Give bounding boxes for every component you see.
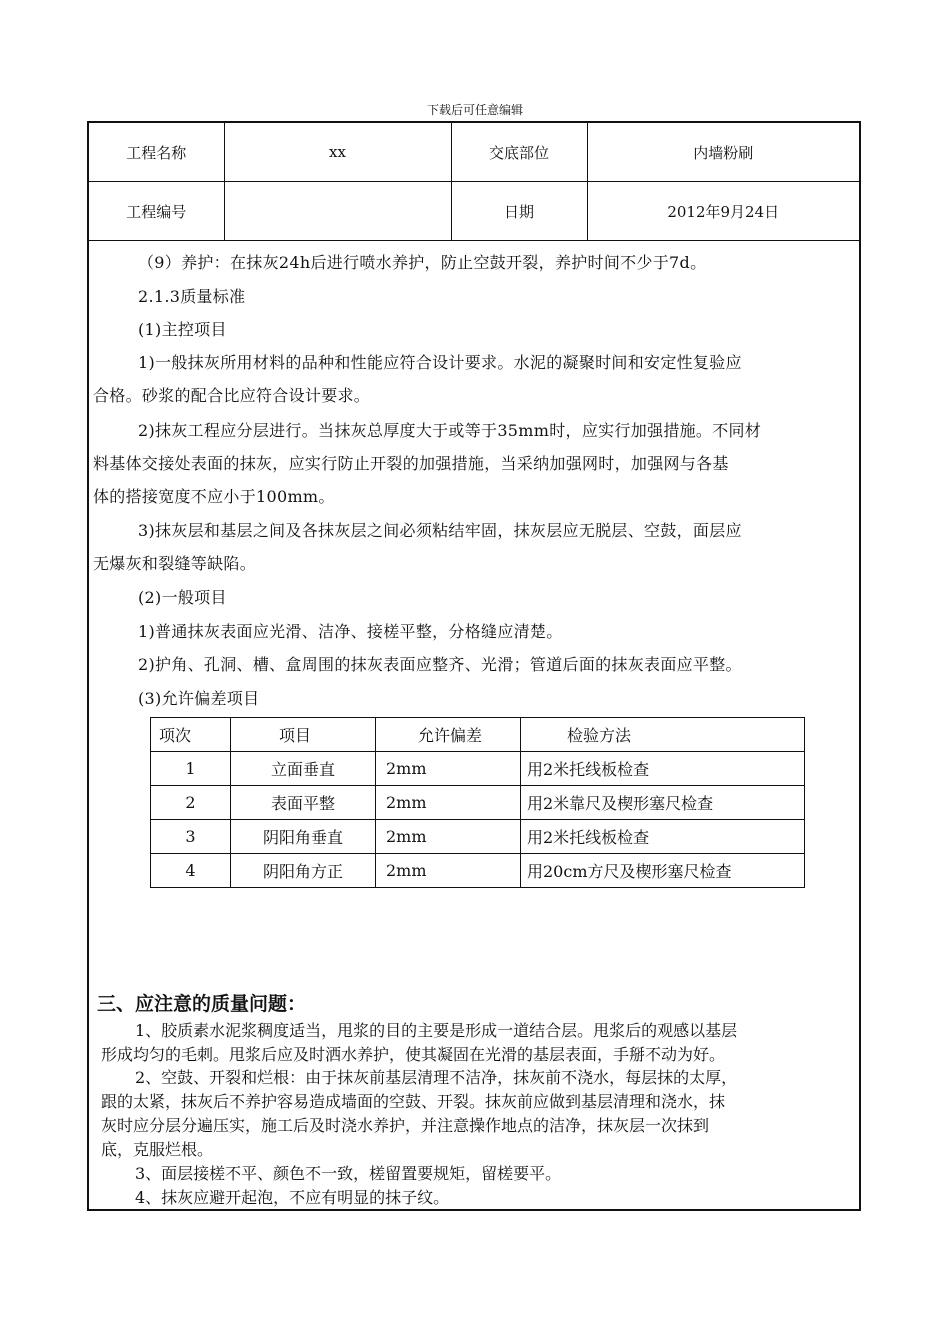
project-number-value	[224, 182, 451, 241]
col-header-method: 检验方法	[521, 718, 805, 752]
general-items-heading: (2)一般项目	[138, 588, 227, 607]
section-title: 三、应注意的质量问题：	[97, 993, 307, 1015]
col-header-item: 项目	[231, 718, 376, 752]
tolerance-cell: 2mm	[376, 786, 521, 820]
date-value: 2012年9月24日	[587, 182, 859, 241]
note-line: 2、空鼓、开裂和烂根：由于抹灰前基层清理不洁净，抹灰前不浇水，每层抹的太厚，	[135, 1068, 738, 1087]
paragraph-line: 1)一般抹灰所用材料的品种和性能应符合设计要求。水泥的凝聚时间和安定性复验应	[138, 353, 742, 372]
paragraph-line: 合格。砂浆的配合比应符合设计要求。	[93, 386, 371, 405]
project-number-label: 工程编号	[89, 182, 224, 241]
seq-cell: 1	[151, 752, 231, 786]
col-header-seq: 项次	[151, 718, 231, 752]
paragraph-line: 3)抹灰层和基层之间及各抹灰层之间必须粘结牢固，抹灰层应无脱层、空鼓，面层应	[138, 521, 742, 540]
note-line: 灰时应分层分遍压实，施工后及时浇水养护，并注意操作地点的洁净，抹灰层一次抹到	[101, 1116, 710, 1135]
project-info-row	[89, 182, 859, 241]
seq-cell: 4	[151, 854, 231, 888]
method-cell: 用2米靠尺及楔形塞尺检查	[521, 786, 805, 820]
note-line: 形成均匀的毛刺。甩浆后应及时洒水养护，使其凝固在光滑的基层表面，手掰不动为好。	[101, 1045, 726, 1064]
paragraph-line: 2)护角、孔洞、槽、盒周围的抹灰表面应整齐、光滑；管道后面的抹灰表面应平整。	[138, 655, 742, 674]
note-line: 跟的太紧，抹灰后不养护容易造成墙面的空鼓、开裂。抹灰前应做到基层清理和浇水，抹	[101, 1092, 726, 1111]
item-cell: 表面平整	[231, 786, 376, 820]
page-header: 下载后可任意编辑	[426, 103, 523, 117]
note-line: 3、面层接槎不平、颜色不一致，槎留置要规矩，留槎要平。	[135, 1164, 562, 1183]
paragraph-line: 1)普通抹灰表面应光滑、洁净、接槎平整，分格缝应清楚。	[138, 622, 563, 641]
paragraph-line: 无爆灰和裂缝等缺陷。	[93, 554, 257, 573]
curing-line: （9）养护：在抹灰24h后进行喷水养护，防止空鼓开裂，养护时间不少于7d。	[138, 253, 707, 272]
tolerance-cell: 2mm	[376, 820, 521, 854]
item-cell: 立面垂直	[231, 752, 376, 786]
document-frame	[87, 121, 861, 1211]
method-cell: 用2米托线板检查	[521, 752, 805, 786]
method-cell: 用2米托线板检查	[521, 820, 805, 854]
table-row	[151, 854, 805, 888]
paragraph-line: 体的搭接宽度不应小于100mm。	[93, 487, 335, 506]
note-line: 4、抹灰应避开起泡，不应有明显的抹子纹。	[135, 1188, 450, 1207]
project-info-row	[89, 123, 859, 182]
tolerance-header-row	[151, 718, 805, 752]
table-row	[151, 752, 805, 786]
project-name-label: 工程名称	[89, 123, 224, 182]
tolerance-table	[150, 717, 805, 888]
item-cell: 阴阳角方正	[231, 854, 376, 888]
table-row	[151, 786, 805, 820]
disclosure-part-value: 内墙粉刷	[587, 123, 859, 182]
project-name-value: xx	[224, 123, 451, 182]
seq-cell: 2	[151, 786, 231, 820]
col-header-tolerance: 允许偏差	[376, 718, 521, 752]
note-line: 1、胶质素水泥浆稠度适当，甩浆的目的主要是形成一道结合层。甩浆后的观感以基层	[135, 1021, 738, 1040]
tolerance-cell: 2mm	[376, 854, 521, 888]
item-cell: 阴阳角垂直	[231, 820, 376, 854]
method-cell: 用20cm方尺及楔形塞尺检查	[521, 854, 805, 888]
note-line: 底，克服烂根。	[101, 1140, 214, 1159]
seq-cell: 3	[151, 820, 231, 854]
tolerance-items-heading: (3)允许偏差项目	[138, 689, 260, 708]
main-items-heading: (1)主控项目	[138, 320, 227, 339]
paragraph-line: 料基体交接处表面的抹灰，应实行防止开裂的加强措施，当采纳加强网时，加强网与各基	[93, 454, 729, 473]
table-row	[151, 820, 805, 854]
disclosure-part-label: 交底部位	[451, 123, 587, 182]
paragraph-line: 2)抹灰工程应分层进行。当抹灰总厚度大于或等于35mm时，应实行加强措施。不同材	[138, 421, 762, 440]
subsection-heading: 2.1.3质量标准	[138, 287, 246, 306]
date-label: 日期	[451, 182, 587, 241]
tolerance-cell: 2mm	[376, 752, 521, 786]
project-info-table	[89, 123, 859, 241]
